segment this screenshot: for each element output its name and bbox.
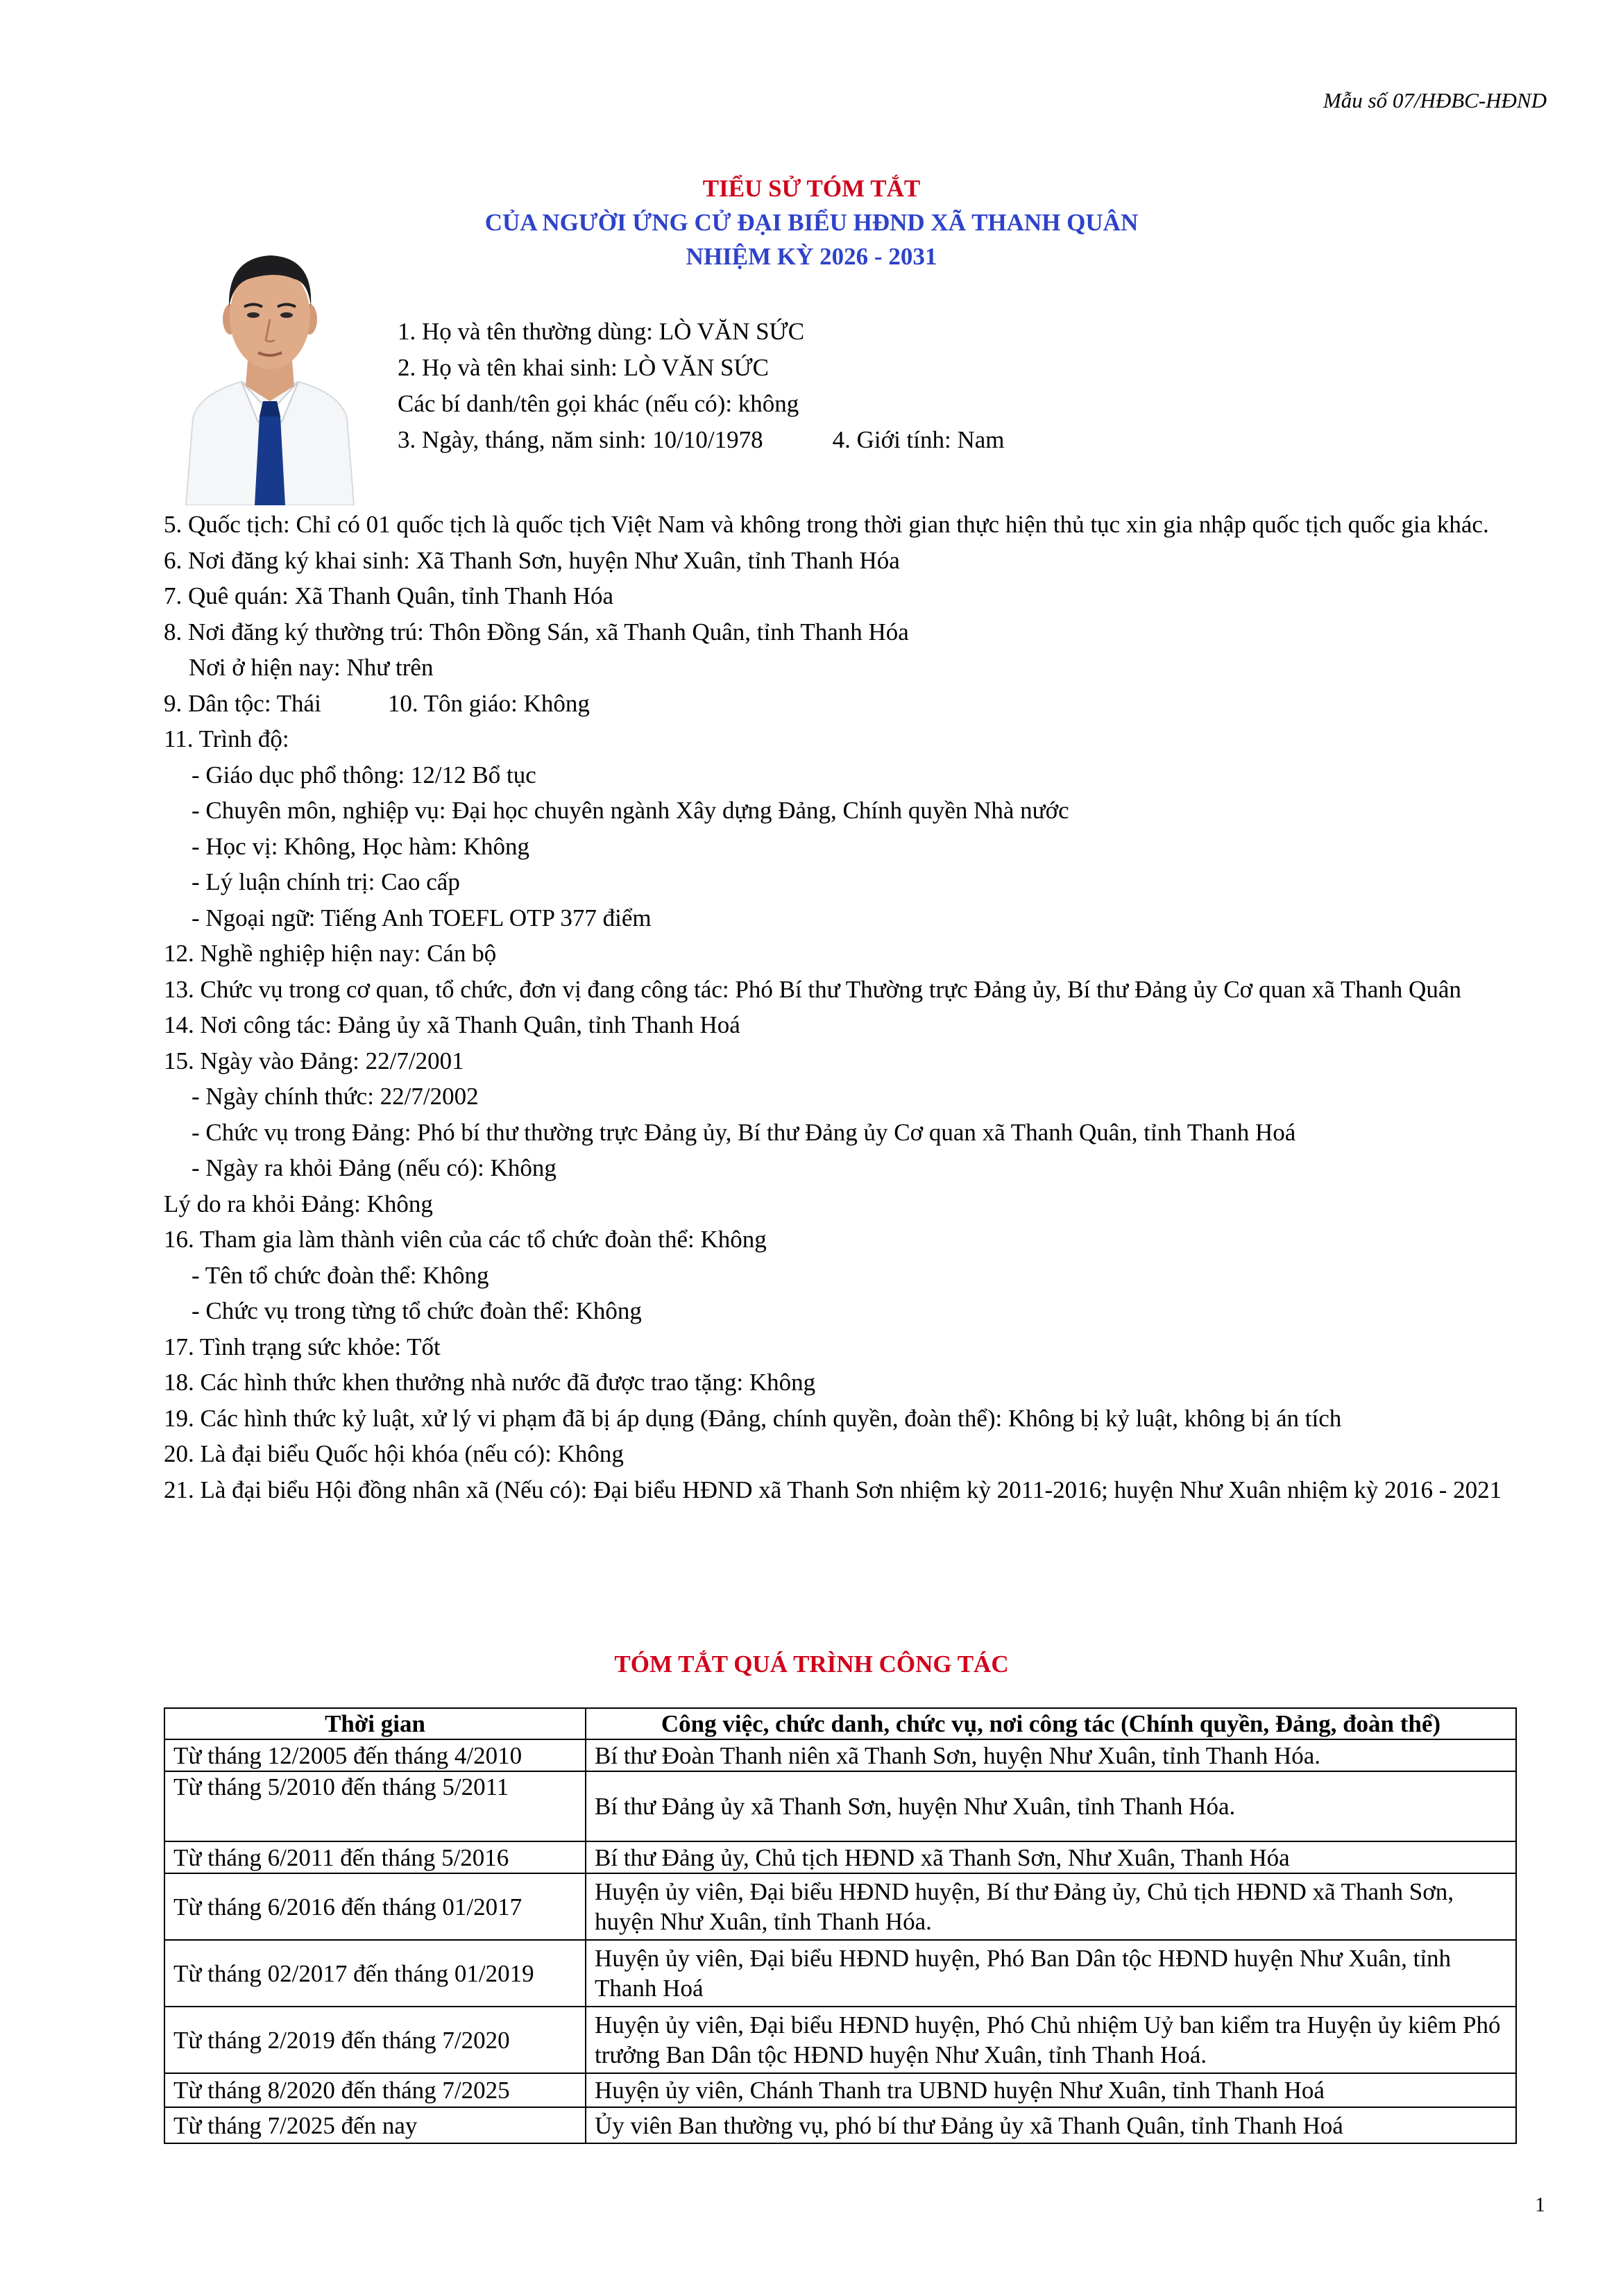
item-position: 13. Chức vụ trong cơ quan, tổ chức, đơn vị đang công tác: Phó Bí thư Thường trực Đảng ủy, Bí thư Đảng ủy Cơ quan xã Thanh Quân (164, 975, 1461, 1003)
row-role: Ủy viên Ban thường vụ, phó bí thư Đảng ủy xã Thanh Quân, tỉnh Thanh Hoá (586, 2107, 1516, 2143)
item-birth-registration: 6. Nơi đăng ký khai sinh: Xã Thanh Sơn, huyện Như Xuân, tỉnh Thanh Hóa (164, 546, 900, 574)
birth-date-gender (398, 422, 1005, 458)
work-history-table (164, 1707, 1517, 2144)
item-nationality: 5. Quốc tịch: Chỉ có 01 quốc tịch là quốc tịch Việt Nam và không trong thời gian thực hiện thủ tục xin gia nhập quốc tịch quốc gia khác. (164, 511, 1489, 538)
row-time: Từ tháng 7/2025 đến nay (164, 2107, 586, 2143)
item-hometown: 7. Quê quán: Xã Thanh Quân, tỉnh Thanh Hóa (164, 582, 614, 609)
item-party-position: - Chức vụ trong Đảng: Phó bí thư thường trực Đảng ủy, Bí thư Đảng ủy Cơ quan xã Thanh Quân, tỉnh Thanh Hoá (192, 1118, 1296, 1146)
table-row (164, 2073, 1516, 2107)
row-time: Từ tháng 5/2010 đến tháng 5/2011 (164, 1771, 586, 1841)
item-discipline: 19. Các hình thức kỷ luật, xử lý vi phạm đã bị áp dụng (Đảng, chính quyền, đoàn thể): Không bị kỷ luật, không bị án tích (164, 1404, 1342, 1432)
item-workplace: 14. Nơi công tác: Đảng ủy xã Thanh Quân, tỉnh Thanh Hoá (164, 1011, 740, 1038)
table-row (164, 1739, 1516, 1771)
column-header-time: Thời gian (164, 1708, 586, 1739)
common-name: 1. Họ và tên thường dùng: LÒ VĂN SỨC (398, 318, 805, 345)
item-general-education: - Giáo dục phổ thông: 12/12 Bổ tục (192, 761, 536, 788)
work-history-title: TÓM TẮT QUÁ TRÌNH CÔNG TÁC (614, 1651, 1009, 1678)
item-current-residence: Nơi ở hiện nay: Như trên (189, 654, 434, 681)
item-party-leave-reason: Lý do ra khỏi Đảng: Không (164, 1190, 433, 1217)
table-row (164, 2007, 1516, 2073)
row-role: Huyện ủy viên, Chánh Thanh tra UBND huyện Như Xuân, tỉnh Thanh Hoá (586, 2073, 1516, 2107)
item-education-level: 11. Trình độ: (164, 725, 289, 752)
row-role: Bí thư Đoàn Thanh niên xã Thanh Sơn, huyện Như Xuân, tỉnh Thanh Hóa. (586, 1739, 1516, 1771)
row-role: Bí thư Đảng ủy, Chủ tịch HĐND xã Thanh Sơn, Như Xuân, Thanh Hóa (586, 1841, 1516, 1873)
item-council-delegate: 21. Là đại biểu Hội đồng nhân xã (Nếu có): Đại biểu HĐND xã Thanh Sơn nhiệm kỳ 2011-2016; huyện Như Xuân nhiệm kỳ 2016 - 2021 (164, 1476, 1502, 1503)
item-specialization: - Chuyên môn, nghiệp vụ: Đại học chuyên ngành Xây dựng Đảng, Chính quyền Nhà nước (192, 797, 1069, 824)
table-header-row (164, 1708, 1516, 1739)
item-academic-degree: - Học vị: Không, Học hàm: Không (192, 832, 530, 860)
gender: 4. Giới tính: Nam (832, 426, 1005, 453)
table-row (164, 1841, 1516, 1873)
column-header-role: Công việc, chức danh, chức vụ, nơi công tác (Chính quyền, Đảng, đoàn thể) (586, 1708, 1516, 1739)
item-party-admission: 15. Ngày vào Đảng: 22/7/2001 (164, 1047, 464, 1074)
identity-block (398, 314, 1005, 458)
row-time: Từ tháng 12/2005 đến tháng 4/2010 (164, 1739, 586, 1771)
birth-name: 2. Họ và tên khai sinh: LÒ VĂN SỨC (398, 354, 769, 381)
portrait-photo (172, 230, 368, 505)
item-organizations: 16. Tham gia làm thành viên của các tổ chức đoàn thể: Không (164, 1226, 767, 1253)
row-time: Từ tháng 2/2019 đến tháng 7/2020 (164, 2007, 586, 2073)
item-permanent-residence: 8. Nơi đăng ký thường trú: Thôn Đồng Sán, xã Thanh Quân, tỉnh Thanh Hóa (164, 618, 909, 645)
item-ethnicity-religion (164, 686, 1552, 722)
item-occupation: 12. Nghề nghiệp hiện nay: Cán bộ (164, 940, 497, 967)
row-time: Từ tháng 8/2020 đến tháng 7/2025 (164, 2073, 586, 2107)
table-row (164, 2107, 1516, 2143)
item-political-theory: - Lý luận chính trị: Cao cấp (192, 868, 460, 895)
header-subtitle: CỦA NGƯỜI ỨNG CỬ ĐẠI BIỂU HĐND XÃ THANH QUÂN (484, 209, 1139, 236)
item-organization-name: - Tên tổ chức đoàn thể: Không (192, 1261, 489, 1289)
table-row (164, 1873, 1516, 1940)
page-number: 1 (1535, 2193, 1545, 2216)
form-number: Mẫu số 07/HĐBC-HĐND (1323, 88, 1547, 112)
item-health: 17. Tình trạng sức khỏe: Tốt (164, 1333, 441, 1360)
row-time: Từ tháng 6/2016 đến tháng 01/2017 (164, 1873, 586, 1940)
item-organization-position: - Chức vụ trong từng tổ chức đoàn thể: Không (192, 1297, 642, 1324)
item-awards: 18. Các hình thức khen thưởng nhà nước đã được trao tặng: Không (164, 1369, 816, 1396)
item-official-date: - Ngày chính thức: 22/7/2002 (192, 1083, 479, 1110)
row-role: Huyện ủy viên, Đại biểu HĐND huyện, Phó Ban Dân tộc HĐND huyện Như Xuân, tỉnh Thanh Hoá (586, 1940, 1516, 2007)
row-time: Từ tháng 6/2011 đến tháng 5/2016 (164, 1841, 586, 1873)
row-role: Huyện ủy viên, Đại biểu HĐND huyện, Phó Chủ nhiệm Uỷ ban kiểm tra Huyện ủy kiêm Phó trưởng Ban Dân tộc HĐND huyện Như Xuân, tỉnh Thanh Hoá. (586, 2007, 1516, 2073)
item-foreign-language: - Ngoại ngữ: Tiếng Anh TOEFL OTP 377 điểm (192, 904, 652, 931)
item-religion: 10. Tôn giáo: Không (387, 689, 590, 717)
row-role: Huyện ủy viên, Đại biểu HĐND huyện, Bí thư Đảng ủy, Chủ tịch HĐND xã Thanh Sơn, huyện Như Xuân, tỉnh Thanh Hóa. (586, 1873, 1516, 1940)
aliases: Các bí danh/tên gọi khác (nếu có): không (398, 390, 799, 417)
birth-date: 3. Ngày, tháng, năm sinh: 10/10/1978 (398, 426, 763, 453)
item-ethnicity: 9. Dân tộc: Thái (164, 689, 321, 717)
row-role: Bí thư Đảng ủy xã Thanh Sơn, huyện Như Xuân, tỉnh Thanh Hóa. (586, 1771, 1516, 1841)
item-party-leave-date: - Ngày ra khỏi Đảng (nếu có): Không (192, 1154, 556, 1181)
header-term: NHIỆM KỲ 2026 - 2031 (686, 243, 937, 270)
table-row (164, 1940, 1516, 2007)
header-title: TIỂU SỬ TÓM TẮT (702, 175, 921, 202)
item-national-assembly: 20. Là đại biểu Quốc hội khóa (nếu có): Không (164, 1440, 624, 1467)
table-row (164, 1771, 1516, 1841)
biography-body (164, 507, 1552, 1508)
row-time: Từ tháng 02/2017 đến tháng 01/2019 (164, 1940, 586, 2007)
